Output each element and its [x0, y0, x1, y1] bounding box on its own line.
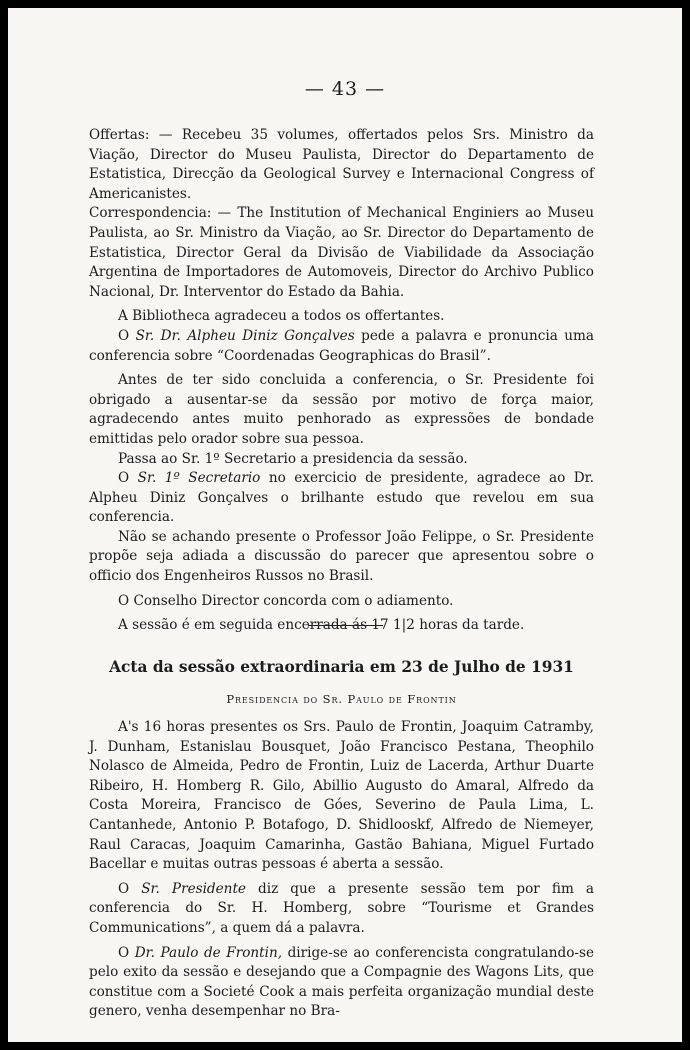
frontin-name: Dr. Paulo de Frontin,: [134, 944, 283, 961]
secretario-paragraph: [89, 469, 594, 528]
presidente-name: Sr. Presidente: [141, 880, 246, 897]
presentes-paragraph: A's 16 horas presentes os Srs. Paulo de Frontin, Joaquim Catramby, J. Dunham, Estanislau Bousquet, João Francisco Pestana, Theophilo Nolasco de Almeida, Pedro de Frontin, Luiz de Lacerda, Arthur Duarte Ribeiro, H. Homberg R. Gilo, Abillio Augusto do Amaral, Alfredo da Costa Moreira, Francisco de Góes, Severino de Paula Lima, L. Cantanhede, Antonio P. Botafogo, D. Shidlooskf, Alfredo de Niemeyer, Raul Caracas, Joaquim Camarinha, Gastão Bahiana, Miguel Furtado Bacellar e muitas outras pessoas é aberta a sessão.: [89, 719, 594, 873]
bibliotheca-paragraph: A Bibliotheca agradeceu a todos os offertantes.: [118, 308, 445, 325]
correspondencia-paragraph: Correspondencia: — The Institution of Mechanical Enginiers ao Museu Paulista, ao Sr. Ministro da Viação, ao Sr. Director do Departamento de Estatistica, Director Geral da Divisão de Viabilidade da Associação Argentina de Importadores de Automoveis, Director do Archivo Publico Nacional, Dr. Interventor do Estado da Bahia.: [89, 205, 594, 300]
p7-pre: O: [118, 470, 138, 487]
frontin-paragraph: [89, 944, 594, 1022]
felippe-paragraph: Não se achando presente o Professor João Felippe, o Sr. Presidente propõe seja adiada a discussão do parecer que apresentou sobre o officio dos Engenheiros Russos no Brasil.: [89, 528, 594, 585]
passa-paragraph: Passa ao Sr. 1º Secretario a presidencia da sessão.: [118, 450, 468, 467]
p4-pre: O: [118, 327, 136, 344]
ausentar-paragraph: Antes de ter sido concluida a conferencia, o Sr. Presidente foi obrigado a ausentar-se da sessão por motivo de força maior, agradecendo antes muito penhorado as expressões de bondade emittidas pelo orador sobre sua pessoa.: [89, 372, 594, 447]
section-divider: [308, 625, 383, 626]
b3-pre: O: [118, 944, 135, 961]
p4-post: pede a palavra e pronuncia uma conferencia sobre “Coordenadas Geographicas do Brasil”.: [89, 327, 594, 364]
conferencia-paragraph: [89, 327, 594, 366]
encerrada-paragraph: A sessão é em seguida encerrada ás 17 1|2 horas da tarde.: [118, 617, 525, 634]
conselho-paragraph: O Conselho Director concorda com o adiamento.: [118, 592, 454, 609]
speaker-name: Sr. Dr. Alpheu Diniz Gonçalves: [135, 327, 355, 344]
secretario-name: Sr. 1º Secretario: [137, 470, 261, 487]
session-body-top: [89, 126, 594, 636]
session-body-bottom: [89, 718, 594, 1022]
b2-post: diz que a presente sessão tem por fim a conferencia do Sr. H. Homberg, sobre “Tourisme et Grandes Communications”, a quem dá a palavra.: [89, 880, 595, 936]
section-subtitle: Presidencia do Sr. Paulo de Frontin: [226, 692, 457, 706]
presidente-paragraph: [89, 880, 594, 939]
b3-post: dirige-se ao conferencista congratulando-se pelo exito da sessão e desejando que a Compagnie des Wagons Lits, que constitue com a Societé Cook a mais perfeita organização mundial deste genero, venha desempenhar no Bra-: [89, 944, 595, 1020]
section-title: Acta da sessão extraordinaria em 23 de Julho de 1931: [109, 658, 574, 676]
b2-pre: O: [118, 880, 142, 897]
page-number: — 43 —: [304, 78, 386, 100]
p7-post: no exercicio de presidente, agradece ao Dr. Alpheu Diniz Gonçalves o brilhante estudo que revelou em sua conferencia.: [89, 470, 594, 526]
document-page: [8, 8, 682, 1042]
offertas-paragraph: Offertas: — Recebeu 35 volumes, offertados pelos Srs. Ministro da Viação, Director do Museu Paulista, Director do Departamento de Estatistica, Direcção da Geological Survey e Internacional Congress of Americanistes.: [89, 127, 594, 202]
